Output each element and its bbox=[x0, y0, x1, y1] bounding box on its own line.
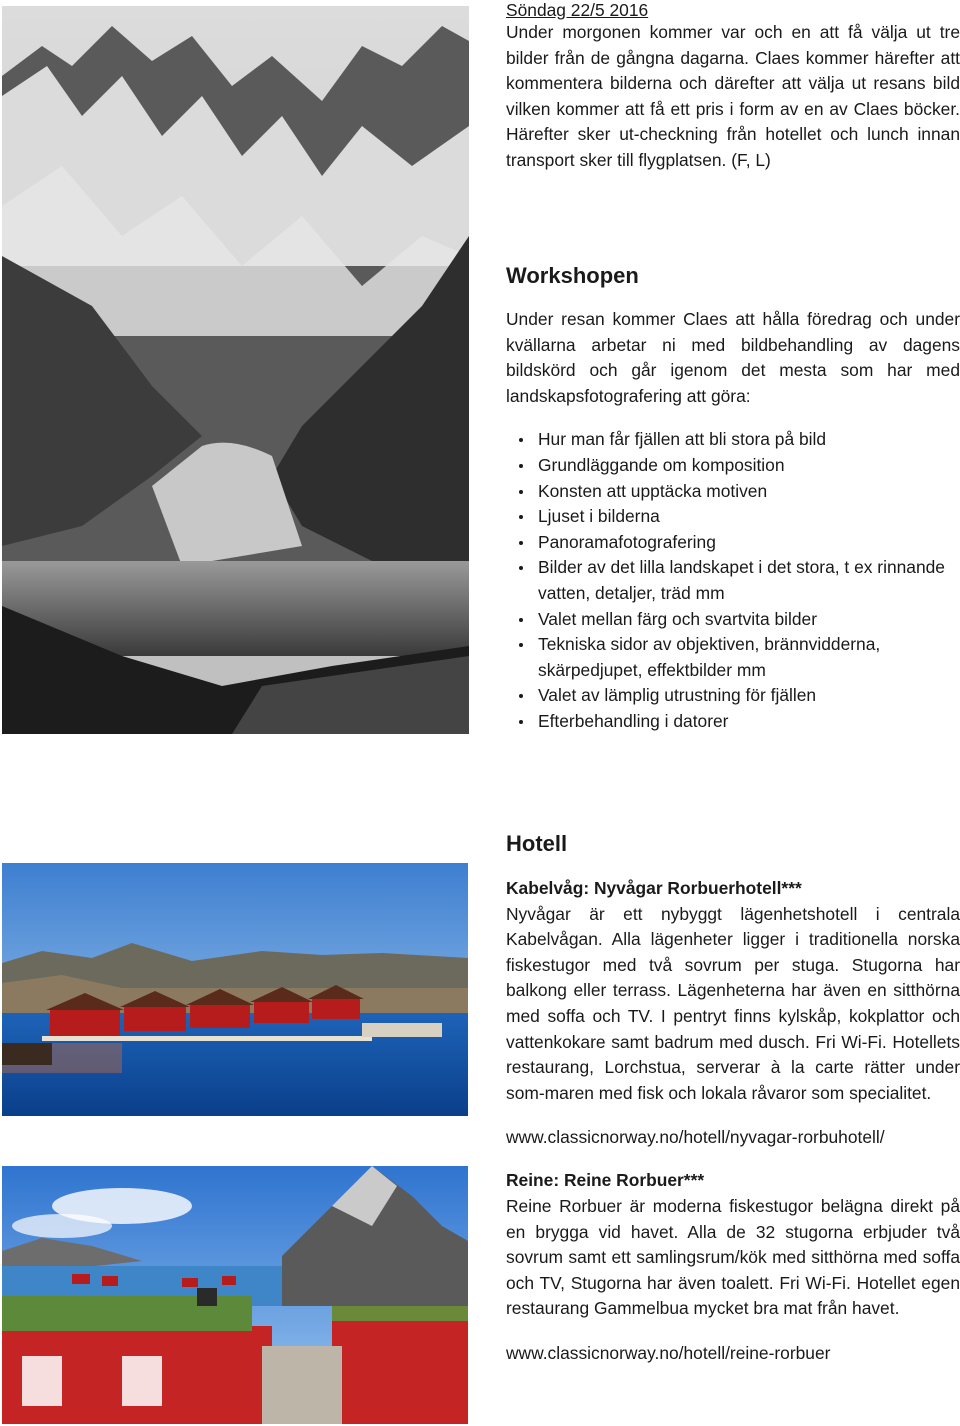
hotel-name: Kabelvåg: Nyvågar Rorbuerhotell*** bbox=[506, 878, 802, 898]
hotel-section bbox=[506, 830, 960, 1365]
workshop-topic: Grundläggande om komposition bbox=[506, 453, 960, 479]
hotel-description: Nyvågar är ett nybyggt lägenhetshotell i centrala Kabelvågan. Alla lägenheter ligger i traditionella norska fiskestugor med två sovrum per stuga. Stugorna har balkong eller terrass. Lägenheterna har även en sitthörna med soffa och TV. I pentryt finns kylskåp, kokplattor och vattenkokare samt badrum med dusch. Fri Wi-Fi. Hotellets restaurang, Lorchstua, serverar à la carte rätter under som-maren med fisk och lokala råvaror som specialitet. bbox=[506, 903, 960, 1103]
hotel-description: Reine Rorbuer är moderna fiskestugor belägna direkt på en brygga vid havet. Alla de 32 stugorna erbjuder två sovrum samt ett samlingsrum/kök med sitthörna med soffa och TV, Stugorna har även toalett. Fri Wi-Fi. Hotellet egen restaurang Gammelbua mycket bra mat från havet. bbox=[506, 1195, 960, 1319]
workshop-topic: Panoramafotografering bbox=[506, 530, 960, 556]
fjord-mountain-photo bbox=[2, 6, 469, 734]
hotel-heading: Hotell bbox=[506, 831, 568, 856]
day-date: Söndag 22/5 2016 bbox=[506, 0, 649, 20]
workshop-section bbox=[506, 262, 960, 735]
red-fishing-cabins-photo bbox=[2, 863, 468, 1116]
workshop-topic: Bilder av det lilla landskapet i det stora, t ex rinnande vatten, detaljer, träd mm bbox=[506, 555, 960, 606]
workshop-topic: Ljuset i bilderna bbox=[506, 504, 960, 530]
hotel-website-link[interactable]: www.classicnorway.no/hotell/nyvagar-rorbuhotell/ bbox=[506, 1127, 885, 1148]
workshop-topic: Konsten att upptäcka motiven bbox=[506, 479, 960, 505]
workshop-topic: Efterbehandling i datorer bbox=[506, 709, 960, 735]
hotel-name: Reine: Reine Rorbuer*** bbox=[506, 1170, 705, 1191]
workshop-heading: Workshopen bbox=[506, 263, 639, 288]
reine-village-photo bbox=[2, 1166, 468, 1424]
workshop-topic-list bbox=[506, 427, 960, 734]
workshop-topic: Tekniska sidor av objektiven, brännvidderna, skärpedjupet, effektbilder mm bbox=[506, 632, 960, 683]
day-section bbox=[506, 0, 960, 174]
hotel-website-link[interactable]: www.classicnorway.no/hotell/reine-rorbuer bbox=[506, 1342, 831, 1363]
workshop-topic: Hur man får fjällen att bli stora på bild bbox=[506, 427, 960, 453]
workshop-intro: Under resan kommer Claes att hålla föredrag och under kvällarna arbetar ni med bildbehandling av dagens bildskörd och går igenom det mesta som har med landskapsfotografering att göra: bbox=[506, 309, 960, 406]
workshop-topic: Valet av lämplig utrustning för fjällen bbox=[506, 683, 960, 709]
workshop-topic: Valet mellan färg och svartvita bilder bbox=[506, 607, 960, 633]
day-text: Under morgonen kommer var och en att få välja ut tre bilder från de gångna dagarna. Claes kommer härefter att kommentera bilderna och därefter att välja ut resans bild vilken kommer att få ett pris i form av en av Claes böcker. Härefter sker ut-checkning från hotellet och lunch innan transport sker till flygplatsen. (F, L) bbox=[506, 22, 960, 170]
